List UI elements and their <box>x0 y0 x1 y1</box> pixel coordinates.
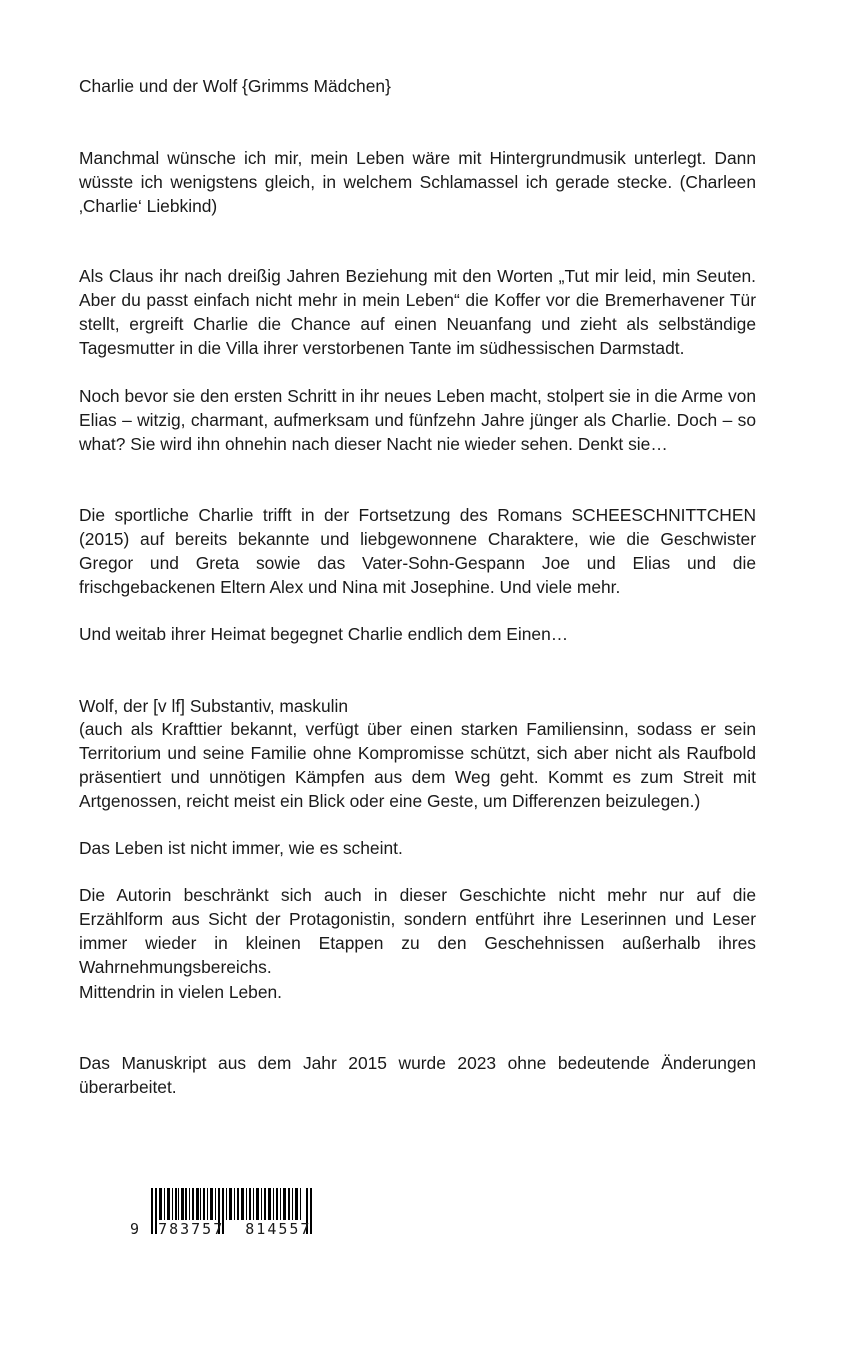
isbn-first-digit: 9 <box>130 1220 142 1238</box>
definition-heading: Wolf, der [v lf] Substantiv, maskulin <box>79 696 349 716</box>
isbn-digits <box>130 1220 311 1238</box>
synopsis-paragraph-4: Und weitab ihrer Heimat begegnet Charlie endlich dem Einen… <box>79 624 569 644</box>
isbn-group-2: 814557 <box>245 1220 312 1238</box>
synopsis-paragraph-3: Die sportliche Charlie trifft in der Fortsetzung des Romans SCHEESCHNITTCHEN (2015) auf bereits bekannte und liebgewonnene Charaktere, wie die Geschwister Gregor und Greta sowie das Vater-Sohn-Gespann Joe und Elias und die frischgebackenen Eltern Alex und Nina mit Josephine. Und viele mehr. <box>79 505 756 597</box>
definition-text: (auch als Krafttier bekannt, verfügt über einen starken Familiensinn, sodass er sein Territorium und seine Familie ohne Kompromisse schützt, sich aber nicht als Raufbold präsentiert und unnötigen Kämpfen aus dem Weg geht. Kommt es zum Streit mit Artgenossen, reicht meist ein Blick oder eine Geste, um Differenzen beizulegen.) <box>79 719 756 811</box>
tagline-2: Mittendrin in vielen Leben. <box>79 982 283 1002</box>
tagline-1: Das Leben ist nicht immer, wie es scheint. <box>79 838 403 858</box>
book-title: Charlie und der Wolf {Grimms Mädchen} <box>79 76 391 96</box>
synopsis-paragraph-2: Noch bevor sie den ersten Schritt in ihr neues Leben macht, stolpert sie in die Arme von Elias – witzig, charmant, aufmerksam und fünfzehn Jahre jünger als Charlie. Doch – so what? Sie wird ihn ohnehin nach dieser Nacht nie wieder sehen. Denkt sie… <box>79 386 756 454</box>
manuscript-note: Das Manuskript aus dem Jahr 2015 wurde 2023 ohne bedeutende Änderungen überarbeitet. <box>79 1053 756 1097</box>
synopsis-paragraph-1: Als Claus ihr nach dreißig Jahren Beziehung mit den Worten „Tut mir leid, min Seuten. Aber du passt einfach nicht mehr in mein Leben“ die Koffer vor die Bremerhavener Tür stellt, ergreift Charlie die Chance auf einen Neuanfang und zieht als selbständige Tagesmutter in die Villa ihrer verstorbenen Tante im südhessischen Darmstadt. <box>79 266 756 358</box>
quote-paragraph: Manchmal wünsche ich mir, mein Leben wäre mit Hintergrundmusik unterlegt. Dann wüsste ich wenigstens gleich, in welchem Schlamassel ich gerade stecke. (Charleen ‚Charlie‘ Liebkind) <box>79 148 756 216</box>
isbn-group-1: 783757 <box>158 1220 225 1238</box>
author-note: Die Autorin beschränkt sich auch in dieser Geschichte nicht mehr nur auf die Erzählform aus Sicht der Protagonistin, sondern entführt ihre Leserinnen und Leser immer wieder in kleinen Etappen zu den Geschehnissen außerhalb ihres Wahrnehmungsbereichs. <box>79 885 756 977</box>
